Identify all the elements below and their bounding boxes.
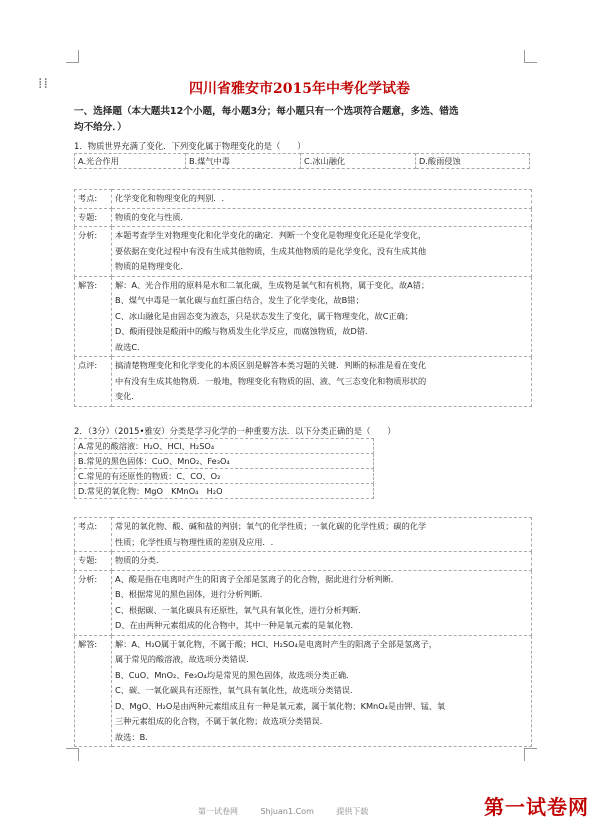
question-2-options xyxy=(74,438,374,499)
option-c: C.冰山融化 xyxy=(301,154,416,169)
analysis-content xyxy=(112,518,532,552)
crop-mark-bottom-right xyxy=(524,748,537,761)
analysis-line: 要依据在变化过程中有没有生成其他物质，生成其他物质的是化学变化，没有生成其他 xyxy=(115,245,427,256)
analysis-line: D、MgO、H₂O是由两种元素组成且有一种是氧元素，属于氧化物；KMnO₄是由钾、锰、氧 xyxy=(115,700,446,711)
crop-mark-top-right xyxy=(524,50,537,63)
option-a: A.光合作用 xyxy=(75,154,186,169)
analysis-content xyxy=(112,276,532,357)
analysis-line: 物质的分类． xyxy=(115,555,165,565)
question-1-stem: 1．物质世界充满了变化．下列变化属于物理变化的是（ ） xyxy=(74,141,306,151)
crop-mark-bottom-left xyxy=(66,748,79,761)
analysis-label: 专题: xyxy=(75,208,112,227)
analysis-label: 点评: xyxy=(75,357,112,407)
question-1-options xyxy=(74,153,530,169)
analysis-line: C、冰山融化是由固态变为液态，只是状态发生了变化，属于物理变化，故C正确； xyxy=(115,310,413,321)
analysis-line: D、酸雨侵蚀是酸雨中的酸与物质发生化学反应，而腐蚀物质，故D错． xyxy=(115,326,374,336)
analysis-label: 分析: xyxy=(75,570,112,635)
analysis-label: 考点: xyxy=(75,190,112,209)
option-a: A.常见的酸溶液：H₂O、HCl、H₂SO₄ xyxy=(75,439,374,454)
section-heading-line: 均不给分．） xyxy=(74,122,127,133)
analysis-line: 性质；化学性质与物理性质的差别及应用．. xyxy=(115,536,274,547)
analysis-line: 本题考查学生对物理变化和化学变化的确定．判断一个变化是物理变化还是化学变化， xyxy=(115,230,427,240)
analysis-content xyxy=(112,208,532,227)
analysis-content xyxy=(112,635,532,747)
section-heading xyxy=(74,104,536,136)
analysis-label: 解答: xyxy=(75,635,112,747)
analysis-line: C、碳、一氧化碳具有还原性，氧气具有氧化性，故选项分类错误． xyxy=(115,685,359,695)
analysis-row-jieda xyxy=(75,276,532,357)
analysis-line: 三种元素组成的化合物，不属于氧化物；故选项分类错误． xyxy=(115,716,328,726)
analysis-line: B、煤气中毒是一氧化碳与血红蛋白结合，发生了化学变化，故B错； xyxy=(115,295,364,305)
option-b: B.常见的黑色固体：CuO、MnO₂、Fe₃O₄ xyxy=(75,454,374,469)
site-logo: 第一试卷网 xyxy=(484,795,589,819)
option-c: C.常见的有还原性的物质：C、CO、O₂ xyxy=(75,469,374,484)
option-d: D.酸雨侵蚀 xyxy=(416,154,530,169)
analysis-line: 变化． xyxy=(115,391,140,401)
footer-download: 提供下载 xyxy=(336,807,369,816)
analysis-line: 中有没有生成其他物质．一般地，物理变化有物质的固、液、气三态变化和物质形状的 xyxy=(115,375,427,386)
analysis-line: 化学变化和物理变化的判别．. xyxy=(115,193,225,203)
analysis-row-zhuanti xyxy=(75,208,532,227)
analysis-row-fenxi xyxy=(75,570,532,635)
analysis-label: 专题: xyxy=(75,552,112,571)
analysis-line: 搞清楚物理变化和化学变化的本质区别是解答本类习题的关键．判断的标准是看在变化 xyxy=(115,360,427,370)
analysis-content xyxy=(112,552,532,571)
page-title: 四川省雅安市2015年中考化学试卷 xyxy=(189,81,410,97)
analysis-label: 考点: xyxy=(75,518,112,552)
analysis-label: 解答: xyxy=(75,276,112,357)
analysis-row-fenxi xyxy=(75,227,532,277)
analysis-row-dianping xyxy=(75,357,532,407)
analysis-row-jieda xyxy=(75,635,532,747)
analysis-line: 故选：B． xyxy=(115,731,154,742)
analysis-line: 故选C． xyxy=(115,341,146,352)
analysis-line: B、根据常见的黑色固体，进行分析判断． xyxy=(115,589,268,599)
analysis-content xyxy=(112,570,532,635)
option-d: D.常见的氧化物：MgO KMnO₄ H₂O xyxy=(75,484,374,499)
footer-domain[interactable]: Shjuan1.Com xyxy=(260,807,314,816)
analysis-line: 常见的氧化物、酸、碱和盐的判别；氧气的化学性质；一氧化碳的化学性质；碳的化学 xyxy=(115,521,427,531)
analysis-content xyxy=(112,357,532,407)
analysis-label: 分析: xyxy=(75,227,112,277)
analysis-row-zhuanti xyxy=(75,552,532,571)
analysis-row-kaodian xyxy=(75,518,532,552)
question-2-analysis xyxy=(74,517,532,747)
analysis-row-kaodian xyxy=(75,190,532,209)
analysis-line: A、酸是指在电离时产生的阳离子全部是氢离子的化合物，据此进行分析判断． xyxy=(115,573,399,584)
analysis-line: 属于常见的酸溶液，故选项分类错误． xyxy=(115,654,255,664)
analysis-line: D、在由两种元素组成的化合物中，其中一种是氧元素的是氧化物． xyxy=(115,620,359,630)
analysis-line: C、根据碳、一氧化碳具有还原性，氧气具有氧化性，进行分析判断． xyxy=(115,604,367,615)
analysis-content xyxy=(112,190,532,209)
analysis-line: 物质的是物理变化． xyxy=(115,261,189,271)
analysis-line: 解：A、H₂O属于氧化物，不属于酸；HCl、H₂SO₄是电离时产生的阳离子全部是氢离子， xyxy=(115,638,437,649)
analysis-line: 解：A、光合作用的原料是水和二氧化碳，生成物是氧气和有机物，属于变化，故A错； xyxy=(115,279,430,290)
question-2-stem: 2．（3分）（2015•雅安）分类是学习化学的一种重要方法．以下分类正确的是（ ） xyxy=(74,426,396,436)
crop-mark-top-left xyxy=(66,50,79,63)
question-1-analysis xyxy=(74,189,532,407)
analysis-line: B、CuO、MnO₂、Fe₃O₄均是常见的黑色固体，故选项分类正确． xyxy=(115,669,355,680)
footer-site: 第一试卷网 xyxy=(198,807,238,816)
drag-handle-icon[interactable]: ⁞⁞ xyxy=(38,76,49,92)
section-heading-line: 一、选择题（本大题共12个小题，每小题3分；每小题只有一个选项符合题意，多选、错选 xyxy=(74,106,459,117)
page-footer xyxy=(198,806,388,817)
option-b: B.煤气中毒 xyxy=(186,154,301,169)
analysis-line: 物质的变化与性质． xyxy=(115,211,189,222)
analysis-content xyxy=(112,227,532,277)
